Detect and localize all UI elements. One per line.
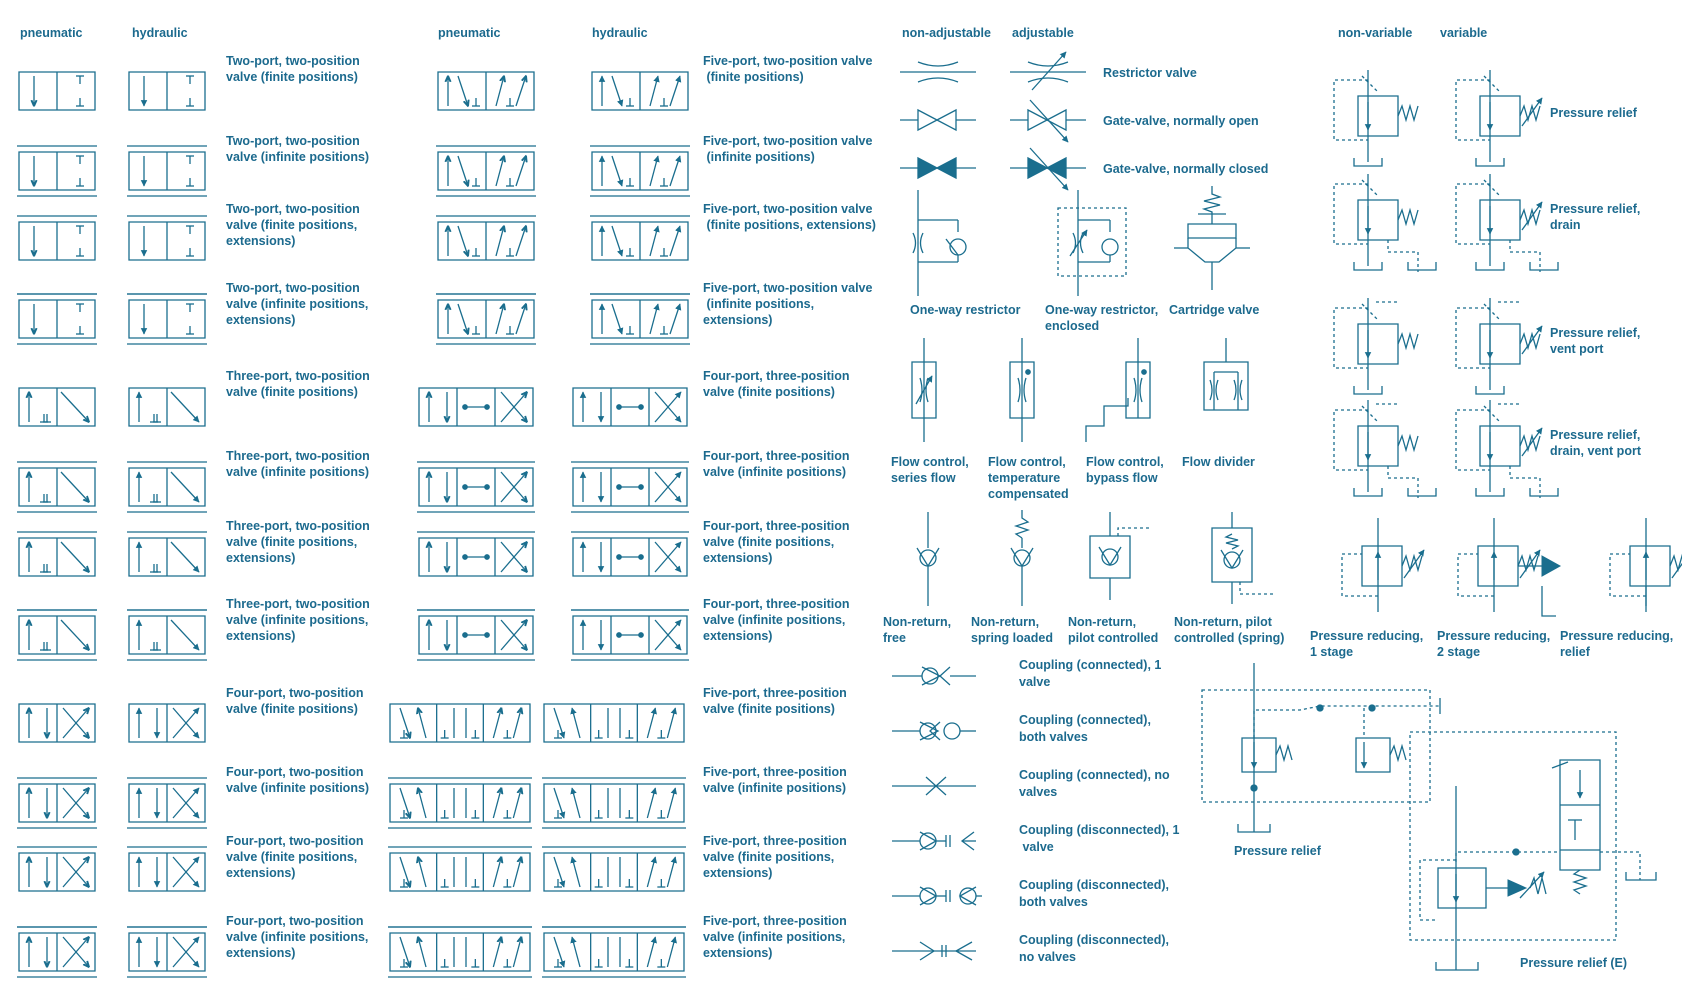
non-return-spring-symbol [1011,510,1033,606]
non-return-label [1174,615,1284,645]
flow-control-label-line: Flow control, [1086,455,1164,469]
restrictor-row-label [1045,303,1158,333]
valve-left-label-line: valve (infinite positions) [226,781,370,795]
header-adjustable: adjustable [1012,26,1074,40]
valve-right-label-line: valve (finite positions, [703,535,835,549]
valve-symbol [17,847,97,891]
valve-right-label [703,765,847,795]
valve-right-label-line: valve (finite positions, [703,850,835,864]
valve-left-label-line: valve (finite positions, [226,535,358,549]
valve-left-label-line: Four-port, two-position [226,914,364,928]
valve-left-label-line: Two-port, two-position [226,281,360,295]
coupling-label-line: Coupling (disconnected), [1019,933,1169,947]
gate-valve-open-symbol [900,110,976,130]
pressure-reducing-label [1437,629,1550,659]
valve-symbol [388,778,532,828]
valve-symbol [127,778,207,828]
coupling-symbol [892,887,982,905]
valve-right-label-line: extensions) [703,866,773,880]
valve-left-label-line: valve (finite positions, [226,218,358,232]
valve-symbol [388,847,532,891]
valve-symbol [417,462,535,512]
valve-left-label [226,202,360,248]
composite-label-line: Pressure relief [1234,844,1321,858]
valve-right-label-line: (finite positions) [703,70,804,84]
valve-left-label [226,281,368,327]
restrictor-label [1103,66,1197,80]
valve-left-label-line: valve (infinite positions, [226,613,369,627]
valve-right-label-line: extensions) [703,551,773,565]
one-way-restrictor-symbol [913,190,966,296]
valve-left-label-line: valve (finite positions) [226,385,358,399]
pressure-reducing-symbol [1458,518,1560,616]
valve-right-label-line: Five-port, three-position [703,834,847,848]
non-return-label-line: pilot controlled [1068,631,1159,645]
valve-left-label [226,134,369,164]
header-col1-hydraulic: hydraulic [132,26,188,40]
valve-right-label-line: Five-port, three-position [703,765,847,779]
valve-left-label-line: Three-port, two-position [226,449,370,463]
non-return-label [971,615,1053,645]
coupling-label [1019,768,1170,799]
valve-left-label-line: Three-port, two-position [226,369,370,383]
pressure-relief-symbol [1334,298,1418,394]
coupling-label [1019,878,1169,909]
non-return-label [1068,615,1158,645]
valve-right-label-line: Five-port, two-position valve [703,134,873,148]
valve-left-label-line: valve (infinite positions) [226,465,370,479]
pressure-reducing-label-line: Pressure reducing, [1310,629,1424,643]
pressure-relief-composite-symbol [1202,663,1440,832]
gate-valve-open-symbol [1010,100,1086,142]
pressure-relief-symbol [1334,400,1436,498]
non-return-label-line: Non-return, [1068,615,1137,629]
flow-control-label [1182,455,1255,469]
valve-symbol [127,927,207,977]
valve-right-label-line: extensions) [703,946,773,960]
valve-right-label-line: valve (infinite positions, [703,613,846,627]
valve-right-label-line: Four-port, three-position [703,449,850,463]
valve-right-label [703,597,850,643]
valve-left-label-line: Three-port, two-position [226,597,370,611]
valve-symbol [19,704,95,742]
coupling-label [1019,713,1151,744]
valve-left-label-line: valve (infinite positions, [226,930,369,944]
restrictor-label-line: Gate-valve, normally closed [1103,162,1269,176]
coupling-label-line: Coupling (disconnected), 1 [1019,823,1180,837]
coupling-label-line: Coupling (connected), no [1019,768,1170,782]
one-way-restrictor-enclosed-symbol [1058,190,1126,296]
valve-symbol [127,847,207,891]
flow-control-label [988,455,1069,501]
restrictor-valve-symbol [1010,52,1086,90]
valve-symbol [17,610,97,660]
valve-symbol [590,146,690,196]
valve-right-label-line: valve (infinite positions) [703,781,847,795]
pressure-relief-label [1550,106,1638,120]
valve-left-label-line: valve (infinite positions, [226,297,369,311]
valve-left-label-line: Three-port, two-position [226,519,370,533]
valve-symbol [129,72,205,110]
coupling-symbol [892,942,976,960]
coupling-symbol [892,832,976,850]
pressure-relief-label-line: Pressure relief, [1550,202,1641,216]
gate-valve-closed-symbol [1010,148,1086,190]
non-return-label-line: spring loaded [971,631,1053,645]
composite-label [1234,844,1322,858]
flow-control-label [1086,455,1164,485]
valve-right-label [703,54,873,84]
valve-symbol [417,532,535,576]
pressure-reducing-label-line: relief [1560,645,1590,659]
valve-symbol [127,146,207,196]
valve-symbol [127,294,207,344]
valve-symbol [592,72,688,110]
valve-left-label-line: valve (finite positions) [226,70,358,84]
valve-right-label [703,519,850,565]
valve-right-label [703,834,847,880]
valve-right-label-line: (infinite positions, [703,297,815,311]
gate-valve-closed-symbol [900,158,976,178]
valve-symbol [438,72,534,110]
flow-control-series-symbol [912,338,936,442]
valve-symbol [17,532,97,576]
pressure-reducing-label-line: Pressure reducing, [1437,629,1551,643]
valve-left-label [226,914,368,960]
header-non-variable: non-variable [1338,26,1413,40]
flow-control-label-line: compensated [988,487,1069,501]
restrictor-label [1103,114,1259,128]
valve-symbol [544,704,684,742]
flow-control-bypass-symbol [1086,338,1150,442]
coupling-label-line: valve [1019,675,1051,689]
pressure-relief-label-line: drain, vent port [1550,444,1641,458]
pressure-relief-symbol [1456,70,1542,166]
non-return-free-symbol [917,512,939,606]
coupling-label [1019,658,1161,689]
pressure-relief-label-line: Pressure relief, [1550,428,1641,442]
valve-left-label-line: Four-port, two-position [226,765,364,779]
pressure-relief-label-line: Pressure relief, [1550,326,1641,340]
valve-symbol [419,388,533,426]
flow-control-label-line: Flow control, [891,455,969,469]
coupling-symbol [892,722,976,740]
non-return-label-line: free [883,631,906,645]
pressure-reducing-label-line: 1 stage [1310,645,1354,659]
pressure-relief-e-symbol [1410,732,1656,970]
valve-right-label-line: valve (finite positions) [703,385,835,399]
coupling-label-line: valves [1019,785,1058,799]
valve-symbol [436,216,536,260]
valve-symbol [436,146,536,196]
coupling-label-line: Coupling (connected), 1 [1019,658,1162,672]
valve-symbol [590,294,690,344]
pressure-relief-label [1550,326,1640,356]
coupling-label-line: both valves [1019,895,1088,909]
valve-right-label [703,281,873,327]
valve-right-label-line: valve (finite positions) [703,702,835,716]
non-return-label [883,615,951,645]
valve-right-label [703,449,850,479]
valve-symbol [571,610,689,660]
valve-right-label-line: Four-port, three-position [703,369,850,383]
valve-left-label-line: Four-port, two-position [226,834,364,848]
flow-divider-symbol [1204,338,1248,410]
valve-symbol [542,847,686,891]
valve-right-label-line: Four-port, three-position [703,597,850,611]
header-col2-pneumatic: pneumatic [438,26,501,40]
valve-right-label [703,134,873,164]
pressure-relief-symbol [1456,298,1542,394]
valve-left-label [226,765,369,795]
valve-left-label-line: Two-port, two-position [226,202,360,216]
valve-right-label [703,202,876,232]
valve-left-label-line: extensions) [226,551,296,565]
valve-right-label-line: Four-port, three-position [703,519,850,533]
pressure-reducing-symbol [1610,518,1682,612]
header-col1-pneumatic: pneumatic [20,26,83,40]
flow-control-label-line: Flow control, [988,455,1066,469]
valve-symbol [417,610,535,660]
valve-right-label-line: valve (infinite positions) [703,465,847,479]
valve-right-label [703,686,847,716]
pressure-relief-symbol [1334,174,1436,272]
valve-right-label-line: (infinite positions) [703,150,815,164]
non-return-label-line: Non-return, pilot [1174,615,1272,629]
coupling-label-line: both valves [1019,730,1088,744]
coupling-label-line: Coupling (disconnected), [1019,878,1169,892]
coupling-symbol [892,667,976,685]
valve-right-label-line: Five-port, three-position [703,914,847,928]
pressure-reducing-label [1560,629,1673,659]
pressure-reducing-label [1310,629,1423,659]
header-variable: variable [1440,26,1488,40]
valve-right-label-line: valve (infinite positions, [703,930,846,944]
valve-symbol [571,532,689,576]
coupling-label [1019,933,1169,964]
restrictor-row-label [910,303,1021,317]
coupling-label-line: no valves [1019,950,1076,964]
valve-symbol [436,294,536,344]
valve-left-label [226,834,363,880]
pressure-relief-symbol [1456,400,1558,498]
non-return-label-line: controlled (spring) [1174,631,1285,645]
non-return-label-line: Non-return, [971,615,1040,629]
composite-label-line: Pressure relief (E) [1520,956,1627,970]
valve-left-label-line: Two-port, two-position [226,54,360,68]
restrictor-label-line: Gate-valve, normally open [1103,114,1259,128]
pressure-relief-label [1550,428,1642,458]
flow-control-label [891,455,969,485]
valve-left-label-line: Two-port, two-position [226,134,360,148]
valve-right-label-line: Five-port, two-position valve [703,281,873,295]
valve-left-label [226,519,370,565]
valve-right-label-line: Five-port, two-position valve [703,54,873,68]
non-return-pilot-symbol [1090,512,1150,600]
header-col2-hydraulic: hydraulic [592,26,648,40]
header-non-adjustable: non-adjustable [902,26,991,40]
valve-left-label [226,597,370,643]
coupling-label-line: valve [1019,840,1054,854]
valve-right-label [703,369,850,399]
flow-control-label-line: bypass flow [1086,471,1158,485]
coupling-label-line: Coupling (connected), [1019,713,1151,727]
valve-left-label-line: valve (infinite positions) [226,150,370,164]
restrictor-row-label [1169,303,1259,317]
valve-symbol [17,216,97,260]
valve-symbol [390,704,530,742]
flow-control-label-line: series flow [891,471,956,485]
flow-control-label-line: Flow divider [1182,455,1255,469]
valve-left-label-line: extensions) [226,313,296,327]
valve-symbol [388,927,532,977]
coupling-label [1019,823,1179,854]
valve-symbol [571,462,689,512]
valve-left-label-line: extensions) [226,234,296,248]
pressure-relief-label-line: drain [1550,218,1581,232]
restrictor-row-label-line: One-way restrictor [910,303,1021,317]
valve-right-label [703,914,847,960]
restrictor-valve-symbol [900,62,976,82]
valve-symbol [129,704,205,742]
flow-control-label-line: temperature [988,471,1061,485]
valve-symbol [129,388,205,426]
valve-left-label-line: extensions) [226,946,296,960]
valve-symbol [542,778,686,828]
pressure-reducing-symbol [1342,518,1424,612]
valve-left-label [226,686,363,716]
valve-symbol [17,927,97,977]
valve-right-label-line: Five-port, three-position [703,686,847,700]
composite-label [1520,956,1627,970]
valve-left-label [226,369,370,399]
flow-control-temperature-symbol [1010,338,1034,442]
pressure-relief-symbol [1334,70,1418,166]
pressure-reducing-label-line: 2 stage [1437,645,1481,659]
valve-left-label [226,54,360,84]
valve-right-label-line: extensions) [703,313,773,327]
valve-right-label-line: Five-port, two-position valve [703,202,873,216]
valve-left-label-line: extensions) [226,866,296,880]
valve-symbol [17,146,97,196]
restrictor-row-label-line: Cartridge valve [1169,303,1260,317]
valve-symbol [17,778,97,828]
valve-symbol [127,216,207,260]
pressure-relief-label-line: Pressure relief [1550,106,1637,120]
valve-symbol [19,72,95,110]
pressure-relief-label-line: vent port [1550,342,1604,356]
valve-symbol [127,462,207,512]
coupling-symbol [892,777,976,795]
valve-right-label-line: (finite positions, extensions) [703,218,876,232]
non-return-label-line: Non-return, [883,615,952,629]
valve-left-label-line: valve (finite positions, [226,850,358,864]
valve-symbol [542,927,686,977]
valve-symbol [590,216,690,260]
restrictor-label [1103,162,1268,176]
restrictor-row-label-line: enclosed [1045,319,1100,333]
valve-right-label-line: extensions) [703,629,773,643]
cartridge-valve-symbol [1174,186,1250,290]
valve-symbol [17,294,97,344]
valve-left-label-line: extensions) [226,629,296,643]
restrictor-label-line: Restrictor valve [1103,66,1197,80]
restrictor-row-label-line: One-way restrictor, [1045,303,1159,317]
valve-symbol [127,532,207,576]
valve-left-label-line: valve (finite positions) [226,702,358,716]
valve-symbol [17,462,97,512]
valve-symbol [573,388,687,426]
valve-left-label [226,449,370,479]
pressure-relief-symbol [1456,174,1558,272]
valve-left-label-line: Four-port, two-position [226,686,364,700]
pressure-relief-label [1550,202,1640,232]
pressure-reducing-label-line: Pressure reducing, [1560,629,1674,643]
non-return-pilot-spring-symbol [1212,512,1274,604]
valve-symbol [127,610,207,660]
valve-symbol [19,388,95,426]
